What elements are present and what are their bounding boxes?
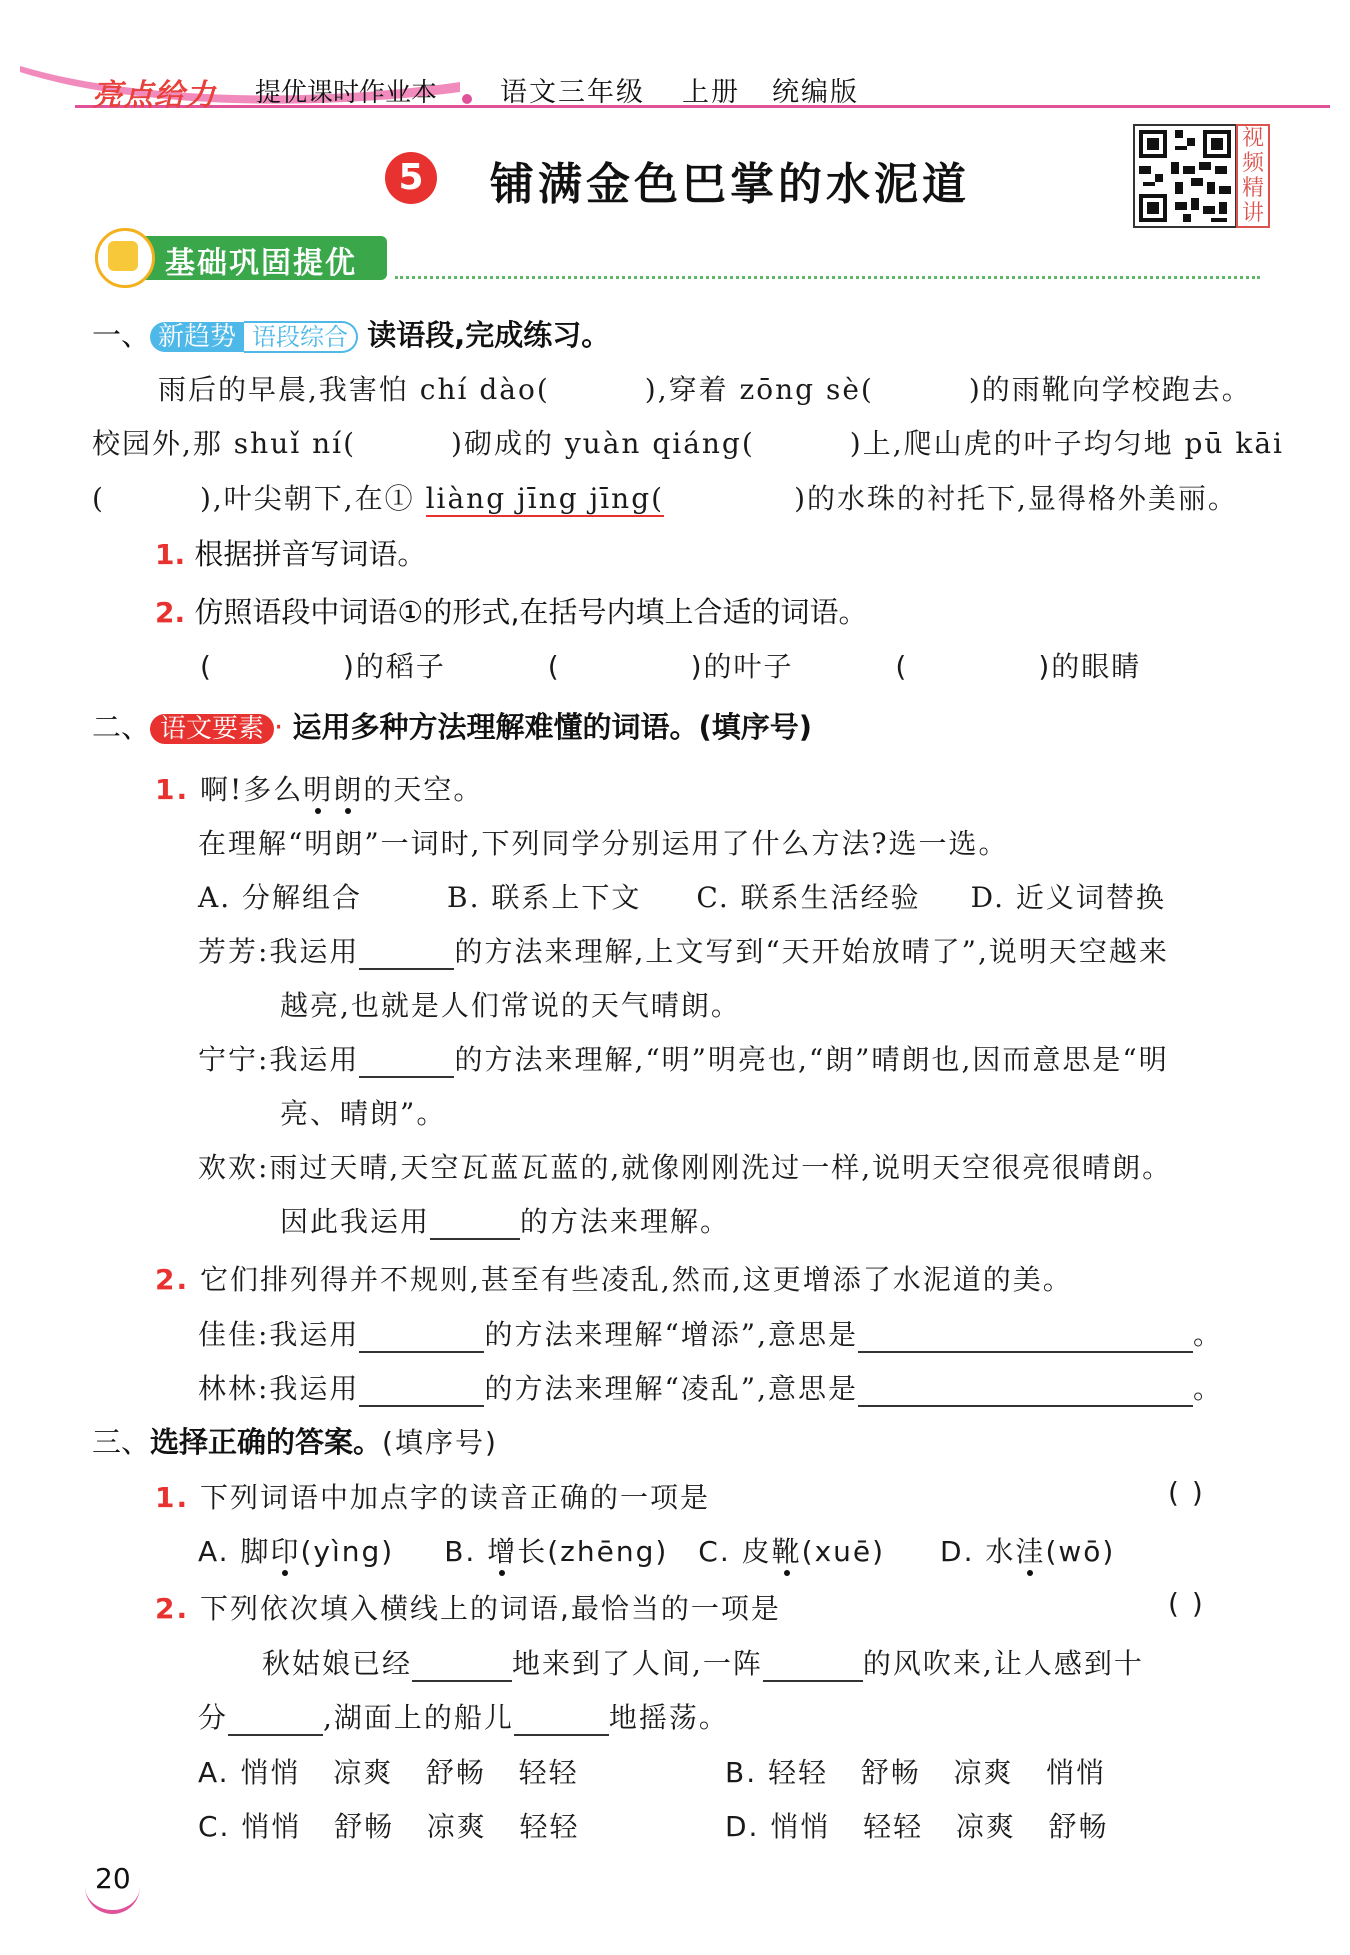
q3-option-a[interactable] — [198, 1751, 579, 1791]
q2-sub1 — [155, 768, 483, 808]
text-span: D. 水 — [940, 1535, 1016, 1568]
qr-code-icon[interactable] — [1133, 124, 1237, 228]
option-word: 轻轻 — [518, 1756, 579, 1789]
text-span: 的方法来理解“增添”,意思是 — [484, 1318, 858, 1351]
text-span: 的风吹来,让人感到十 — [862, 1647, 1144, 1680]
option-word: 轻轻 — [768, 1756, 829, 1789]
ningning-answer — [198, 1038, 1169, 1078]
text-span: )上,爬山虎的叶子均匀地 pū kāi — [849, 427, 1284, 460]
option-label: D. — [725, 1810, 760, 1843]
q3-sub2-passage-2 — [198, 1696, 729, 1736]
sub-number: 1. — [155, 538, 186, 571]
sub-number: 1. — [155, 773, 190, 806]
q2-heading: 二、 语文要素 · 运用多种方法理解难懂的词语。(填序号) — [92, 710, 812, 744]
option-word: 悄悄 — [770, 1810, 831, 1843]
q3-title-note: (填序号) — [382, 1426, 498, 1459]
answer-blank[interactable] — [763, 1652, 863, 1682]
option-a[interactable]: A. 分解组合 — [198, 881, 363, 914]
text-span: 。 — [1192, 1372, 1223, 1405]
answer-blank[interactable] — [858, 1323, 1193, 1353]
qr-label-char: 频 — [1241, 151, 1264, 176]
dotted-char: 印 — [270, 1535, 301, 1568]
sub-number: 2. — [155, 596, 186, 629]
option-word: 凉爽 — [953, 1756, 1014, 1789]
answer-blank[interactable] — [359, 940, 454, 970]
option-c[interactable] — [698, 1535, 885, 1568]
option-word: 舒畅 — [1048, 1810, 1109, 1843]
q2-index: 二、 — [92, 710, 151, 744]
ningning-answer-cont: 亮、晴朗”。 — [280, 1097, 447, 1130]
option-word: 悄悄 — [241, 1810, 302, 1843]
q1-title: 读语段,完成练习。 — [367, 318, 611, 352]
edition-label: 统编版 — [772, 77, 859, 108]
text-span: )的稻子 — [342, 650, 446, 683]
option-a[interactable] — [198, 1535, 394, 1568]
underlined-pinyin: liàng jīng jīng( — [425, 482, 665, 515]
text-span: A. 脚 — [198, 1535, 271, 1568]
sub-text: 根据拼音写词语。 — [194, 537, 427, 571]
text-span: ( — [895, 650, 909, 683]
sub-number: 2. — [155, 1592, 190, 1625]
huanhuan-answer: 欢欢:雨过天晴,天空瓦蓝瓦蓝的,就像刚刚洗过一样,说明天空很亮很晴朗。 — [198, 1151, 1173, 1184]
text-span: ( — [200, 650, 213, 683]
text-span: 的方法来理解,“明”明亮也,“朗”晴朗也,因而意思是“明 — [454, 1043, 1169, 1076]
option-d[interactable] — [940, 1535, 1115, 1568]
answer-blank[interactable] — [430, 1210, 520, 1240]
option-label: A. — [198, 1756, 230, 1789]
text-span: C. 皮 — [698, 1535, 772, 1568]
text-span: 秋姑娘已经 — [262, 1647, 413, 1680]
dotted-char: 增 — [487, 1535, 518, 1568]
option-b[interactable]: B. 联系上下文 — [447, 881, 642, 914]
text-span: 因此我运用 — [280, 1205, 431, 1238]
text-span: 的天空。 — [363, 773, 484, 806]
text-span: ( — [92, 482, 105, 515]
q3-option-c[interactable] — [198, 1805, 580, 1845]
text-span: )的眼睛 — [1038, 650, 1142, 683]
q1-tag-trend: 新趋势 — [150, 322, 244, 352]
text-span: 的方法来理解“凌乱”,意思是 — [484, 1372, 858, 1405]
text-span: 佳佳:我运用 — [198, 1318, 360, 1351]
option-word: 轻轻 — [863, 1810, 924, 1843]
q3-option-d[interactable] — [725, 1805, 1109, 1845]
option-word: 舒畅 — [425, 1756, 486, 1789]
option-word: 轻轻 — [519, 1810, 580, 1843]
passage-line-1 — [158, 368, 1252, 408]
option-d[interactable]: D. 近义词替换 — [970, 881, 1166, 914]
text-span: B. — [444, 1535, 488, 1568]
huanhuan-answer-cont — [280, 1200, 730, 1240]
dotted-char: 朗 — [333, 773, 364, 806]
q2-options — [198, 876, 1166, 916]
option-word: 舒畅 — [334, 1810, 395, 1843]
lesson-number-badge: 5 — [385, 152, 437, 204]
option-word: 悄悄 — [240, 1756, 301, 1789]
fangfang-answer — [198, 930, 1169, 970]
q3-title: 选择正确的答案。 — [150, 1425, 383, 1459]
q3-option-b[interactable] — [725, 1751, 1106, 1791]
qr-label-char: 视 — [1241, 126, 1264, 151]
option-word: 悄悄 — [1046, 1756, 1107, 1789]
answer-blank[interactable] — [359, 1323, 484, 1353]
cube-icon — [108, 241, 138, 271]
text-span: ),穿着 zōng sè( — [644, 373, 874, 406]
text-span: 雨后的早晨,我害怕 chí dào( — [158, 373, 550, 406]
linlin-answer — [198, 1367, 1223, 1407]
sub-number: 2. — [155, 1263, 190, 1296]
volume-label: 上册 — [682, 77, 740, 108]
option-label: C. — [198, 1810, 231, 1843]
passage-line-2 — [92, 422, 1284, 462]
answer-paren[interactable]: ( ) — [1168, 1476, 1205, 1509]
book-title: 提优课时作业本 — [255, 78, 438, 108]
text-span: 宁宁:我运用 — [198, 1043, 360, 1076]
text-span: 芳芳:我运用 — [198, 935, 360, 968]
text-span: 校园外,那 shuǐ ní( — [92, 427, 357, 460]
q3-heading — [92, 1420, 498, 1461]
sub-text: 下列依次填入横线上的词语,最恰当的一项是 — [200, 1592, 781, 1625]
text-span: ( — [547, 650, 561, 683]
dotted-char: 洼 — [1015, 1535, 1046, 1568]
jiajia-answer — [198, 1313, 1223, 1353]
passage-line-3 — [92, 477, 1238, 517]
text-span: 林林:我运用 — [198, 1372, 360, 1405]
option-label: B. — [725, 1756, 758, 1789]
answer-blank[interactable] — [359, 1377, 484, 1407]
q1-heading — [92, 313, 610, 354]
text-span: ),叶尖朝下,在① — [199, 482, 415, 515]
q3-sub1 — [155, 1476, 710, 1516]
option-c[interactable]: C. 联系生活经验 — [696, 881, 921, 914]
option-word: 凉爽 — [426, 1810, 487, 1843]
text-span: 分 — [198, 1701, 229, 1734]
video-lecture-label[interactable] — [1236, 124, 1270, 228]
q1-index: 一、 — [92, 318, 151, 352]
text-span: 地摇荡。 — [608, 1701, 729, 1734]
q1-sub2 — [155, 590, 868, 631]
q1-sub1 — [155, 532, 426, 573]
dotted-char: 靴 — [771, 1535, 802, 1568]
fill-row — [200, 645, 1141, 685]
dotted-char: 明 — [303, 773, 334, 806]
sub-number: 1. — [155, 1481, 190, 1514]
page-number: 20 — [95, 1862, 131, 1895]
subject-label: 语文三年级 — [500, 77, 645, 108]
q3-sub2-passage-1 — [262, 1642, 1144, 1682]
q3-sub1-options — [198, 1530, 1115, 1570]
q1-tag-type: 语段综合 — [244, 321, 358, 353]
answer-blank[interactable] — [858, 1377, 1193, 1407]
text-span: (yìng) — [300, 1535, 395, 1568]
text-span: 啊!多么 — [200, 773, 304, 806]
qr-label-char: 精 — [1241, 176, 1264, 201]
text-span: )的叶子 — [690, 650, 794, 683]
sub-text: 下列词语中加点字的读音正确的一项是 — [200, 1481, 711, 1514]
option-word: 凉爽 — [333, 1756, 394, 1789]
text-span: )的水珠的衬托下,显得格外美丽。 — [794, 482, 1238, 515]
answer-paren[interactable]: ( ) — [1168, 1587, 1205, 1620]
text-span: 长(zhēng) — [517, 1535, 669, 1568]
sub-text: 仿照语段中词语①的形式,在括号内填上合适的词语。 — [194, 595, 868, 629]
answer-blank[interactable] — [359, 1048, 454, 1078]
qr-label-char: 讲 — [1241, 201, 1264, 226]
q2-sub2 — [155, 1258, 1073, 1298]
option-word: 凉爽 — [955, 1810, 1016, 1843]
sub-text: 它们排列得并不规则,甚至有些凌乱,然而,这更增添了水泥道的美。 — [200, 1263, 1073, 1296]
text-span: 地来到了人间,一阵 — [512, 1647, 763, 1680]
q3-sub2 — [155, 1587, 781, 1627]
text-span: )的雨靴向学校跑去。 — [968, 373, 1252, 406]
text-span: ,湖面上的船儿 — [323, 1701, 514, 1734]
text-span: 的方法来理解,上文写到“天开始放晴了”,说明天空越来 — [454, 935, 1169, 968]
dotted-divider — [395, 276, 1260, 279]
q2-sub1-question: 在理解“明朗”一词时,下列同学分别运用了什么方法?选一选。 — [198, 827, 1009, 860]
option-word: 舒畅 — [860, 1756, 921, 1789]
brand-logo: 亮点给力 — [92, 78, 216, 113]
q2-tag: 语文要素 — [150, 714, 274, 744]
section-banner-label: 基础巩固提优 — [165, 246, 357, 281]
text-span: 。 — [1192, 1318, 1223, 1351]
q2-title: 运用多种方法理解难懂的词语。(填序号) — [292, 710, 812, 744]
text-span: (xuē) — [801, 1535, 886, 1568]
text-span: 的方法来理解。 — [520, 1205, 731, 1238]
answer-blank[interactable] — [228, 1706, 323, 1736]
answer-blank[interactable] — [514, 1706, 609, 1736]
text-span: (wō) — [1045, 1535, 1116, 1568]
option-b[interactable] — [444, 1535, 668, 1568]
fangfang-answer-cont: 越亮,也就是人们常说的天气晴朗。 — [280, 989, 741, 1022]
text-span: )砌成的 yuàn qiáng( — [451, 427, 755, 460]
header-dot — [462, 94, 472, 104]
lesson-title: 铺满金色巴掌的水泥道 — [490, 159, 970, 210]
q3-index: 三、 — [92, 1425, 151, 1459]
answer-blank[interactable] — [412, 1652, 512, 1682]
